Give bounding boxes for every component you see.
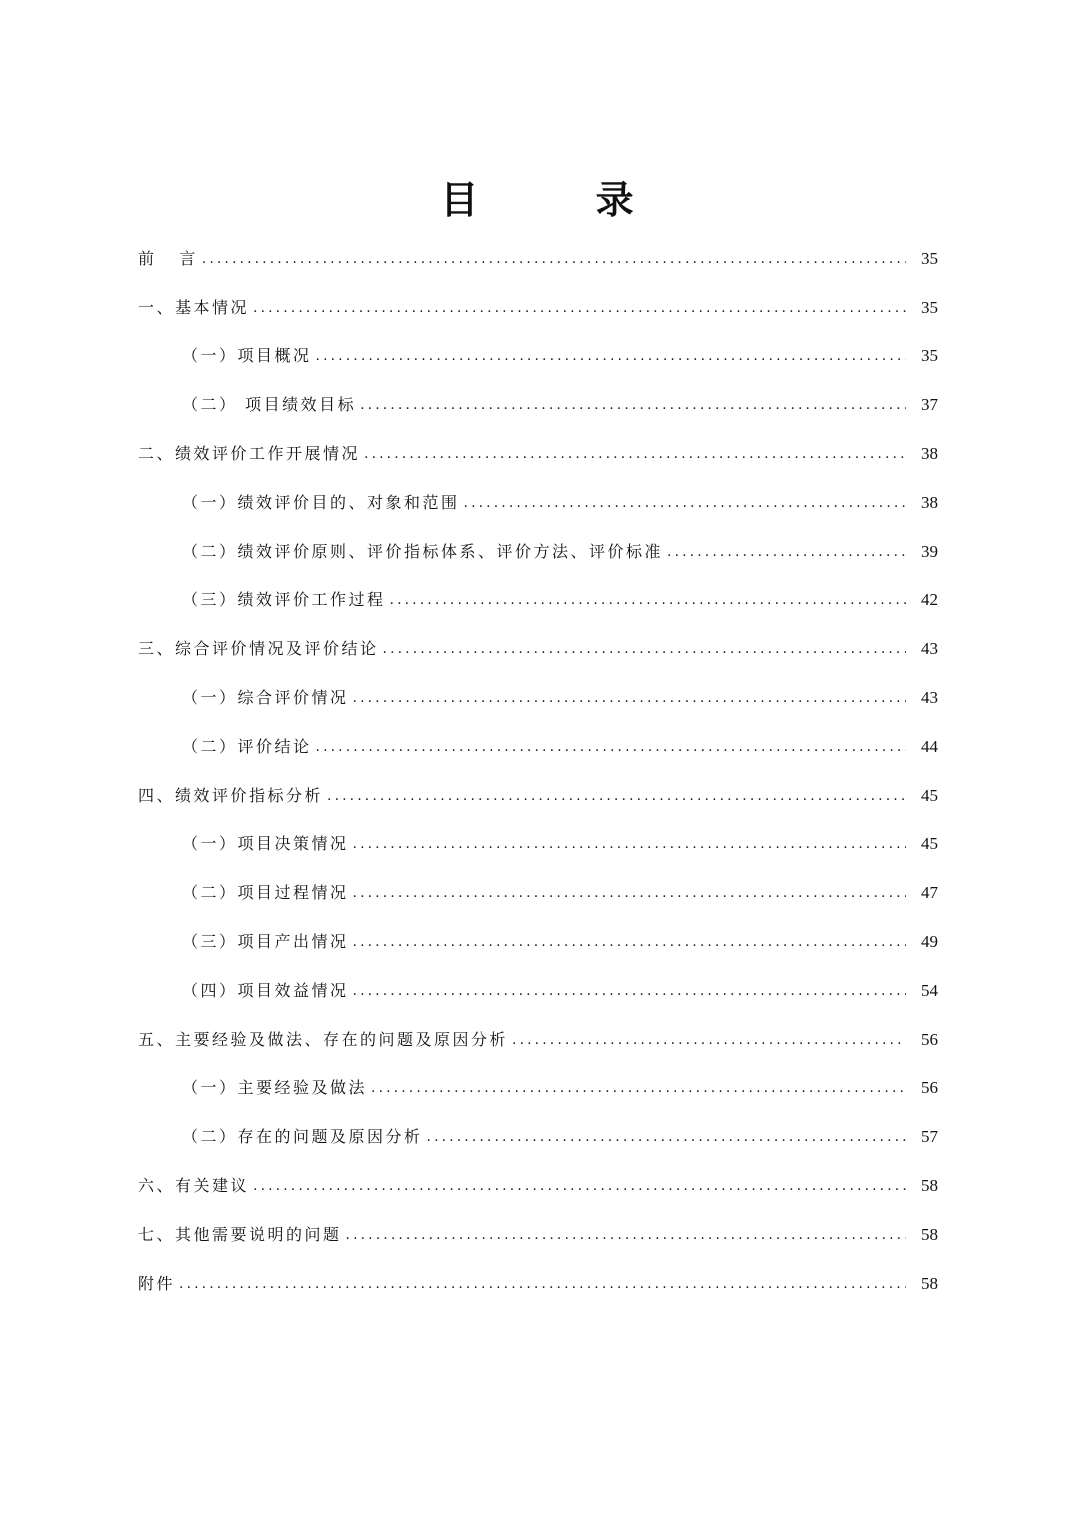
toc-entry-page: 58 — [921, 1273, 938, 1293]
toc-entry-page: 42 — [921, 590, 938, 610]
toc-entry-label: （一）项目概况 — [182, 346, 312, 366]
toc-leader-dots — [353, 869, 906, 917]
toc-entry[interactable] — [138, 624, 938, 673]
toc-entry[interactable] — [138, 1161, 938, 1210]
toc-entry[interactable] — [138, 332, 938, 381]
toc-entry-label: （一）主要经验及做法 — [182, 1078, 368, 1098]
toc-entry-label: 七、其他需要说明的问题 — [138, 1224, 342, 1244]
toc-entry-page: 45 — [921, 785, 938, 805]
toc-entry[interactable] — [138, 380, 938, 429]
toc-entry-label: 二、绩效评价工作开展情况 — [138, 443, 361, 463]
toc-entry[interactable] — [138, 527, 938, 576]
toc-leader-dots — [202, 235, 906, 283]
toc-leader-dots — [667, 528, 906, 576]
toc-leader-dots — [327, 772, 906, 820]
toc-entry-page: 57 — [921, 1127, 938, 1147]
toc-entry-label: 附件 — [138, 1273, 176, 1293]
toc-entry-label: 六、有关建议 — [138, 1175, 250, 1195]
toc-entry[interactable] — [138, 673, 938, 722]
toc-entry-page: 54 — [921, 980, 938, 1000]
toc-entry-page: 43 — [921, 639, 938, 659]
toc-entry-label: （三）项目产出情况 — [182, 931, 349, 951]
toc-entry-label: （二）绩效评价原则、评价指标体系、评价方法、评价标准 — [182, 541, 664, 561]
toc-entry-page: 43 — [921, 687, 938, 707]
toc-entry-page: 58 — [921, 1175, 938, 1195]
toc-entry-label: （一）项目决策情况 — [182, 834, 349, 854]
toc-entry-page: 56 — [921, 1029, 938, 1049]
toc-entry-label: 五、主要经验及做法、存在的问题及原因分析 — [138, 1029, 509, 1049]
toc-entry[interactable] — [138, 820, 938, 869]
toc-entry[interactable] — [138, 478, 938, 527]
toc-leader-dots — [512, 1016, 906, 1064]
toc-entry-label: 三、综合评价情况及评价结论 — [138, 639, 379, 659]
toc-entry-page: 49 — [921, 931, 938, 951]
toc-leader-dots — [427, 1113, 906, 1161]
toc-entry-page: 38 — [921, 443, 938, 463]
toc-entry-label: 前 言 — [138, 248, 198, 268]
toc-entry-page: 39 — [921, 541, 938, 561]
toc-entry-page: 45 — [921, 834, 938, 854]
toc-entry-page: 35 — [921, 346, 938, 366]
toc-leader-dots — [353, 918, 906, 966]
toc-entry-label: 一、基本情况 — [138, 297, 250, 317]
toc-leader-dots — [353, 820, 906, 868]
toc-leader-dots — [316, 723, 906, 771]
toc-entry-page: 35 — [921, 248, 938, 268]
toc-leader-dots — [353, 967, 906, 1015]
toc-entry-label: （二） 项目绩效目标 — [182, 395, 357, 415]
toc-entry[interactable] — [138, 234, 938, 283]
toc-entry-label: （二）存在的问题及原因分析 — [182, 1127, 423, 1147]
toc-entry-label: （四）项目效益情况 — [182, 980, 349, 1000]
toc-entry-label: （二）评价结论 — [182, 736, 312, 756]
toc-leader-dots — [364, 430, 906, 478]
toc-leader-dots — [346, 1211, 906, 1259]
toc-entry-label: （二）项目过程情况 — [182, 883, 349, 903]
toc-entry-label: （一）绩效评价目的、对象和范围 — [182, 492, 460, 512]
page-title: 目 录 — [440, 177, 686, 222]
toc-entry-page: 56 — [921, 1078, 938, 1098]
toc-entry[interactable] — [138, 1112, 938, 1161]
toc-entry[interactable] — [138, 1064, 938, 1113]
toc-leader-dots — [253, 1162, 906, 1210]
toc-entry[interactable] — [138, 868, 938, 917]
toc-entry-page: 35 — [921, 297, 938, 317]
toc-leader-dots — [464, 479, 906, 527]
table-of-contents — [138, 234, 938, 1308]
toc-entry-label: 四、绩效评价指标分析 — [138, 785, 324, 805]
toc-entry[interactable] — [138, 576, 938, 625]
toc-entry[interactable] — [138, 722, 938, 771]
toc-entry[interactable] — [138, 1259, 938, 1308]
toc-entry[interactable] — [138, 917, 938, 966]
toc-entry[interactable] — [138, 966, 938, 1015]
toc-leader-dots — [360, 381, 906, 429]
toc-entry[interactable] — [138, 771, 938, 820]
toc-leader-dots — [353, 674, 906, 722]
toc-leader-dots — [371, 1064, 906, 1112]
toc-entry-label: （一）综合评价情况 — [182, 687, 349, 707]
toc-leader-dots — [179, 1260, 906, 1308]
toc-entry-page: 47 — [921, 883, 938, 903]
toc-entry-page: 44 — [921, 736, 938, 756]
toc-entry-page: 58 — [921, 1224, 938, 1244]
toc-leader-dots — [316, 332, 906, 380]
toc-leader-dots — [383, 625, 906, 673]
toc-entry[interactable] — [138, 1210, 938, 1259]
toc-leader-dots — [390, 576, 906, 624]
toc-entry-page: 37 — [921, 395, 938, 415]
toc-entry-page: 38 — [921, 492, 938, 512]
toc-entry[interactable] — [138, 283, 938, 332]
toc-leader-dots — [253, 284, 906, 332]
toc-entry[interactable] — [138, 429, 938, 478]
toc-entry[interactable] — [138, 1015, 938, 1064]
toc-entry-label: （三）绩效评价工作过程 — [182, 590, 386, 610]
